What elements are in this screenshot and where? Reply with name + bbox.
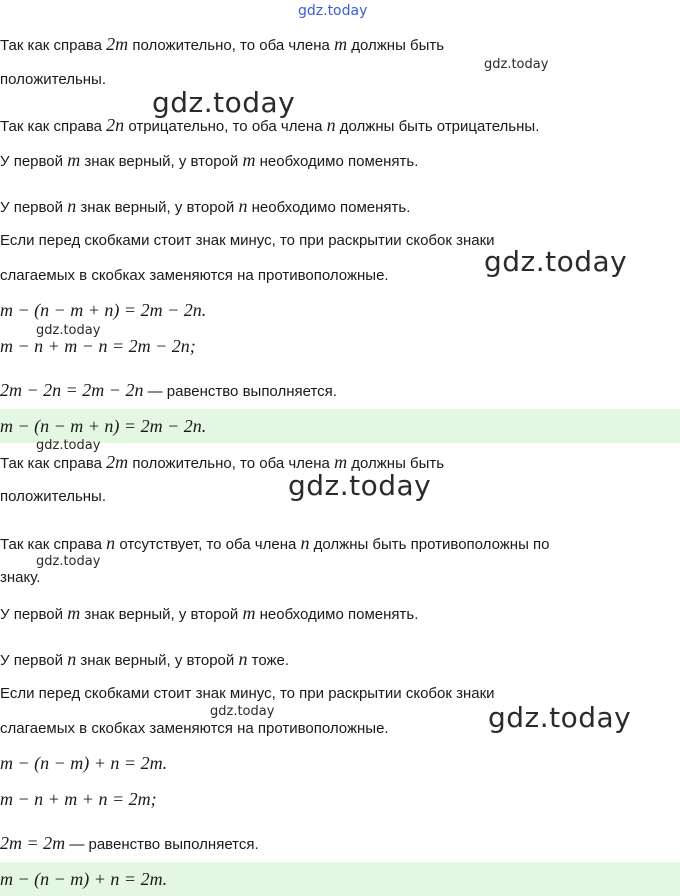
text-line: Так как справа 2m положительно, то оба члена m должны быть (0, 452, 445, 472)
text-line: Так как справа 2m положительно, то оба члена m должны быть (0, 34, 445, 54)
equation: 2m − 2n = 2m − 2n — равенство выполняется. (0, 380, 337, 400)
watermark: gdz.today (484, 245, 628, 278)
watermark: gdz.today (36, 554, 101, 569)
text-line: У первой m знак верный, у второй m необходимо поменять. (0, 150, 419, 170)
equation: 2m = 2m — равенство выполняется. (0, 833, 259, 853)
equation: m − (n − m) + n = 2m. (0, 753, 168, 773)
equation: m − (n − m + n) = 2m − 2n. (0, 300, 207, 320)
watermark: gdz.today (210, 704, 275, 719)
text-line: Если перед скобками стоит знак минус, то при раскрытии скобок знаки (0, 232, 495, 249)
answer-equation: m − (n − m + n) = 2m − 2n. (0, 416, 207, 436)
watermark: gdz.today (298, 3, 368, 19)
text-line: У первой n знак верный, у второй n тоже. (0, 649, 290, 669)
equation: m − n + m − n = 2m − 2n; (0, 336, 196, 356)
equation: m − n + m + n = 2m; (0, 789, 157, 809)
text-line: слагаемых в скобках заменяются на противоположные. (0, 267, 389, 284)
text-line: У первой n знак верный, у второй n необходимо поменять. (0, 196, 411, 216)
watermark: gdz.today (36, 323, 101, 338)
watermark: gdz.today (488, 701, 632, 734)
text-line: У первой m знак верный, у второй m необходимо поменять. (0, 603, 419, 623)
text-line: Так как справа 2n отрицательно, то оба члена n должны быть отрицательны. (0, 115, 540, 135)
text-line: знаку. (0, 569, 41, 586)
text-line: слагаемых в скобках заменяются на противоположные. (0, 720, 389, 737)
answer-equation: m − (n − m) + n = 2m. (0, 869, 168, 889)
text-line: положительны. (0, 488, 106, 505)
text-line: Так как справа n отсутствует, то оба члена n должны быть противоположны по (0, 533, 550, 553)
watermark: gdz.today (288, 469, 432, 502)
watermark: gdz.today (36, 438, 101, 453)
watermark: gdz.today (152, 86, 296, 119)
watermark: gdz.today (484, 57, 549, 72)
text-line: положительны. (0, 71, 106, 88)
text-line: Если перед скобками стоит знак минус, то при раскрытии скобок знаки (0, 685, 495, 702)
